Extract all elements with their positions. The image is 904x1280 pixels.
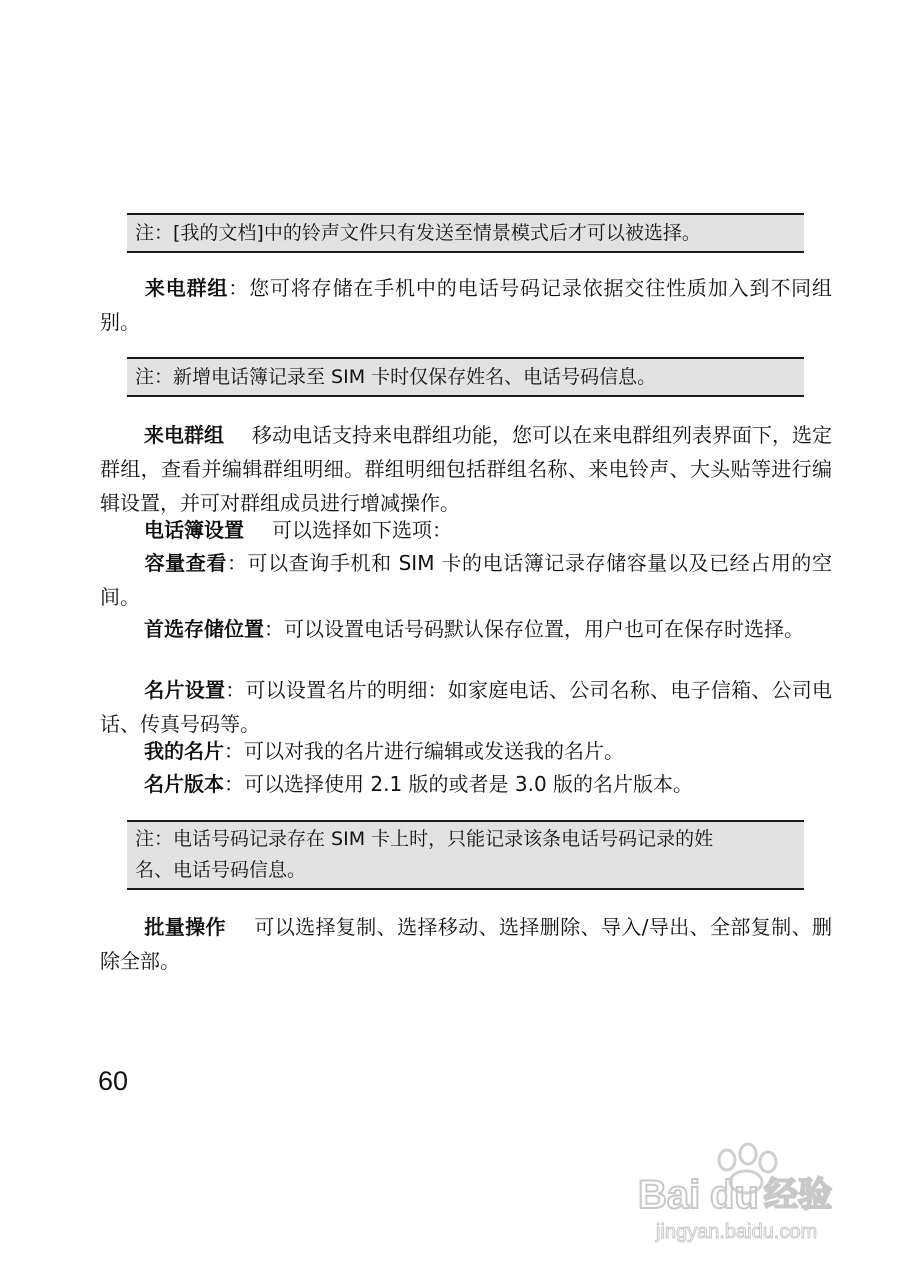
paragraph-caller-group-intro: 来电群组：您可将存储在手机中的电话号码记录依据交往性质加入到不同组别。 [100,276,833,334]
term: 批量操作 [144,915,226,939]
desc: 可以设置电话号码默认保存位置，用户也可在保存时选择。 [284,617,804,641]
paw-icon [634,1140,864,1250]
term: 容量查看 [144,551,227,575]
term: 来电群组 [144,423,224,447]
desc: 可以选择如下选项： [272,518,452,542]
watermark-brand: Bai [638,1173,701,1217]
note-text-line-2: 名、电话号码信息。 [135,859,307,881]
desc: 可以选择复制、选择移动、选择删除、导入/导出、全部复制、删除全部。 [100,915,832,973]
note-text: 注：[我的文档]中的铃声文件只有发送至情景模式后才可以被选择。 [135,222,701,244]
note-text-line-1: 注：电话号码记录存在 SIM 卡上时，只能记录该条电话号码记录的姓 [135,828,714,850]
term: 首选存储位置 [144,617,264,641]
term: 电话簿设置 [144,518,244,542]
watermark-url: jingyan.baidu.com [656,1221,818,1243]
desc: 可以对我的名片进行编辑或发送我的名片。 [244,739,624,763]
paragraph-card-version: 名片版本：可以选择使用 2.1 版的或者是 3.0 版的名片版本。 [144,772,694,796]
baidu-watermark [634,1140,864,1250]
paragraph-card-settings: 名片设置：可以设置名片的明细：如家庭电话、公司名称、电子信箱、公司电话、传真号码等。 [100,678,833,736]
watermark-cn: 经验 [764,1175,832,1215]
paragraph-phonebook-settings [100,513,832,547]
term: 来电群组 [144,276,229,300]
paragraph-storage-location: 首选存储位置：可以设置电话号码默认保存位置，用户也可在保存时选择。 [144,617,804,641]
term: 名片版本 [144,772,224,796]
paragraph-batch [100,910,832,978]
paragraph-my-card: 我的名片：可以对我的名片进行编辑或发送我的名片。 [144,739,624,763]
page-number: 60 [98,1066,129,1096]
desc: 可以查询手机和 SIM 卡的电话簿记录存储容量以及已经占用的空间。 [100,551,833,609]
note-sim-storage [127,820,804,890]
note-ringtone [127,213,804,253]
watermark-brand2: du [710,1173,759,1217]
paragraph-capacity: 容量查看：可以查询手机和 SIM 卡的电话簿记录存储容量以及已经占用的空间。 [100,551,833,609]
desc: 可以设置名片的明细：如家庭电话、公司名称、电子信箱、公司电话、传真号码等。 [100,678,833,736]
term: 我的名片 [144,739,224,763]
note-sim [127,357,804,397]
desc: 可以选择使用 2.1 版的或者是 3.0 版的名片版本。 [244,772,694,796]
desc: 移动电话支持来电群组功能，您可以在来电群组列表界面下，选定群组，查看并编辑群组明细。群组明细包括群组名称、来电铃声、大头贴等进行编辑设置，并可对群组成员进行增减操作。 [100,423,832,515]
note-text: 注：新增电话簿记录至 SIM 卡时仅保存姓名、电话号码信息。 [135,366,657,388]
paragraph-caller-group [100,418,832,520]
term: 名片设置 [144,678,226,702]
desc: 您可将存储在手机中的电话号码记录依据交往性质加入到不同组别。 [100,276,833,334]
